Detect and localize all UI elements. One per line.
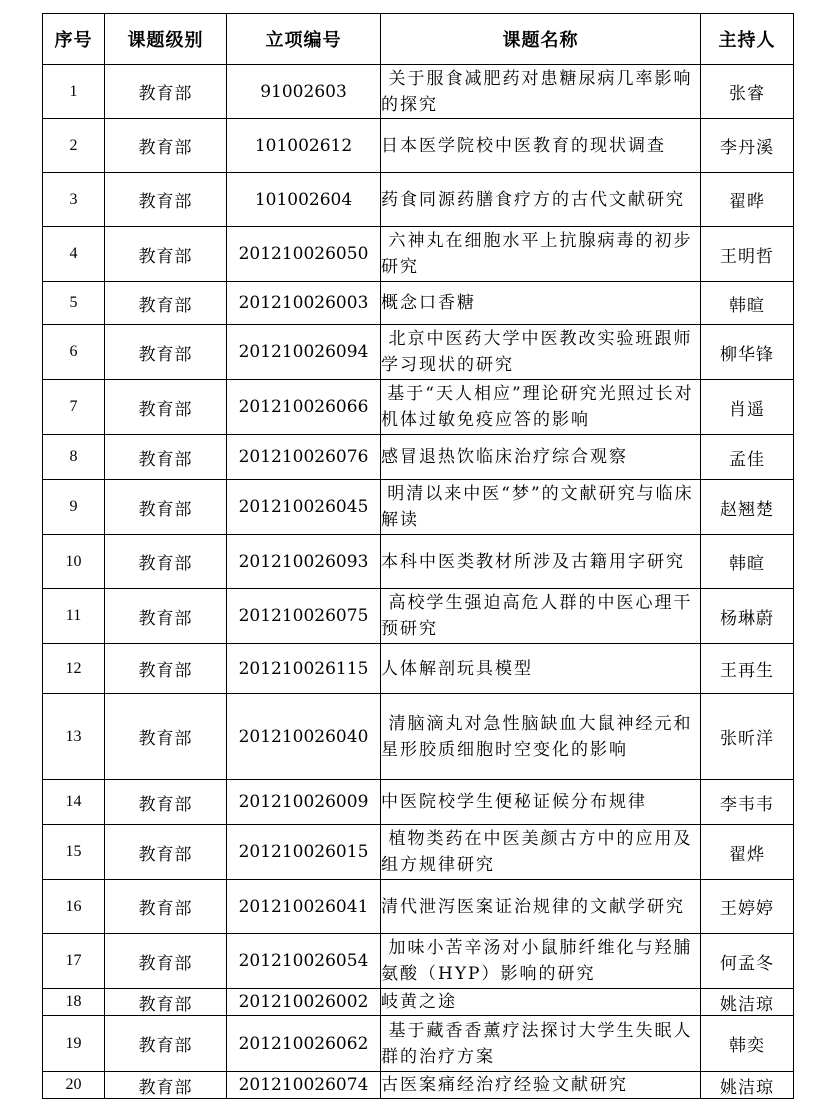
cell-level: 教育部 [105,325,227,380]
cell-code: 201210026054 [227,934,381,989]
cell-seq: 17 [43,934,105,989]
table-row [43,694,794,780]
table-row [43,1072,794,1099]
cell-name: 感冒退热饮临床治疗综合观察 [381,435,701,480]
cell-level: 教育部 [105,282,227,325]
cell-code: 201210026076 [227,435,381,480]
cell-level: 教育部 [105,119,227,173]
table-row [43,644,794,694]
table-row [43,227,794,282]
table-row [43,65,794,119]
cell-seq: 20 [43,1072,105,1099]
cell-name: 高校学生强迫高危人群的中医心理干预研究 [381,589,701,644]
cell-level: 教育部 [105,989,227,1016]
cell-code: 201210026041 [227,880,381,934]
cell-name: 人体解剖玩具模型 [381,644,701,694]
cell-seq: 8 [43,435,105,480]
cell-seq: 13 [43,694,105,780]
cell-host: 姚洁琼 [701,989,794,1016]
cell-seq: 2 [43,119,105,173]
cell-code: 101002604 [227,173,381,227]
cell-code: 201210026045 [227,480,381,535]
cell-code: 101002612 [227,119,381,173]
cell-level: 教育部 [105,694,227,780]
cell-seq: 16 [43,880,105,934]
table-row [43,589,794,644]
header-host: 主持人 [701,14,794,65]
cell-host: 韩暄 [701,535,794,589]
cell-host: 翟晔 [701,173,794,227]
cell-host: 翟烨 [701,825,794,880]
header-name: 课题名称 [381,14,701,65]
cell-code: 201210026003 [227,282,381,325]
table-row [43,825,794,880]
cell-level: 教育部 [105,435,227,480]
cell-seq: 10 [43,535,105,589]
cell-seq: 7 [43,380,105,435]
cell-name: 清代泄泻医案证治规律的文献学研究 [381,880,701,934]
header-seq: 序号 [43,14,105,65]
cell-host: 王再生 [701,644,794,694]
cell-seq: 9 [43,480,105,535]
cell-seq: 11 [43,589,105,644]
cell-name: 北京中医药大学中医教改实验班跟师学习现状的研究 [381,325,701,380]
cell-level: 教育部 [105,780,227,825]
table-row [43,325,794,380]
cell-name: 岐黄之途 [381,989,701,1016]
cell-name: 药食同源药膳食疗方的古代文献研究 [381,173,701,227]
cell-seq: 3 [43,173,105,227]
cell-host: 张昕洋 [701,694,794,780]
cell-level: 教育部 [105,589,227,644]
cell-host: 柳华锋 [701,325,794,380]
cell-code: 91002603 [227,65,381,119]
cell-name: 本科中医类教材所涉及古籍用字研究 [381,535,701,589]
cell-host: 杨琳蔚 [701,589,794,644]
cell-name: 基于藏香香薰疗法探讨大学生失眠人群的治疗方案 [381,1016,701,1072]
cell-name: 概念口香糖 [381,282,701,325]
cell-code: 201210026093 [227,535,381,589]
cell-level: 教育部 [105,380,227,435]
cell-host: 韩暄 [701,282,794,325]
cell-name: 关于服食减肥药对患糖尿病几率影响的探究 [381,65,701,119]
cell-seq: 1 [43,65,105,119]
table-row [43,780,794,825]
cell-name: 六神丸在细胞水平上抗腺病毒的初步研究 [381,227,701,282]
table-row [43,380,794,435]
cell-seq: 4 [43,227,105,282]
project-table [42,13,794,1099]
cell-level: 教育部 [105,825,227,880]
cell-host: 王明哲 [701,227,794,282]
table-row [43,880,794,934]
table-row [43,535,794,589]
cell-code: 201210026074 [227,1072,381,1099]
cell-code: 201210026115 [227,644,381,694]
cell-host: 韩奕 [701,1016,794,1072]
table-row [43,119,794,173]
cell-name: 清脑滴丸对急性脑缺血大鼠神经元和星形胶质细胞时空变化的影响 [381,694,701,780]
table-row [43,1016,794,1072]
cell-code: 201210026015 [227,825,381,880]
cell-level: 教育部 [105,535,227,589]
cell-code: 201210026094 [227,325,381,380]
cell-seq: 12 [43,644,105,694]
cell-code: 201210026066 [227,380,381,435]
cell-code: 201210026062 [227,1016,381,1072]
cell-name: 植物类药在中医美颜古方中的应用及组方规律研究 [381,825,701,880]
cell-level: 教育部 [105,173,227,227]
cell-seq: 6 [43,325,105,380]
cell-host: 赵翘楚 [701,480,794,535]
cell-code: 201210026009 [227,780,381,825]
table-header-row [43,14,794,65]
cell-name: 基于“天人相应”理论研究光照过长对机体过敏免疫应答的影响 [381,380,701,435]
cell-host: 何孟冬 [701,934,794,989]
cell-level: 教育部 [105,227,227,282]
cell-seq: 14 [43,780,105,825]
cell-code: 201210026075 [227,589,381,644]
table-row [43,173,794,227]
cell-host: 孟佳 [701,435,794,480]
cell-name: 古医案痛经治疗经验文献研究 [381,1072,701,1099]
cell-seq: 15 [43,825,105,880]
cell-seq: 5 [43,282,105,325]
table-row [43,282,794,325]
cell-host: 姚洁琼 [701,1072,794,1099]
cell-seq: 19 [43,1016,105,1072]
cell-host: 李丹溪 [701,119,794,173]
header-code: 立项编号 [227,14,381,65]
table-row [43,435,794,480]
cell-name: 日本医学院校中医教育的现状调查 [381,119,701,173]
cell-level: 教育部 [105,480,227,535]
cell-code: 201210026002 [227,989,381,1016]
cell-code: 201210026050 [227,227,381,282]
cell-name: 中医院校学生便秘证候分布规律 [381,780,701,825]
cell-level: 教育部 [105,1072,227,1099]
cell-host: 李韦韦 [701,780,794,825]
header-level: 课题级别 [105,14,227,65]
cell-level: 教育部 [105,644,227,694]
cell-host: 王婷婷 [701,880,794,934]
cell-level: 教育部 [105,65,227,119]
cell-code: 201210026040 [227,694,381,780]
cell-level: 教育部 [105,934,227,989]
cell-level: 教育部 [105,880,227,934]
cell-level: 教育部 [105,1016,227,1072]
cell-seq: 18 [43,989,105,1016]
table-row [43,934,794,989]
cell-host: 张睿 [701,65,794,119]
cell-host: 肖遥 [701,380,794,435]
cell-name: 明清以来中医“梦”的文献研究与临床解读 [381,480,701,535]
table-row [43,480,794,535]
table-row [43,989,794,1016]
cell-name: 加味小苦辛汤对小鼠肺纤维化与羟脯氨酸（HYP）影响的研究 [381,934,701,989]
